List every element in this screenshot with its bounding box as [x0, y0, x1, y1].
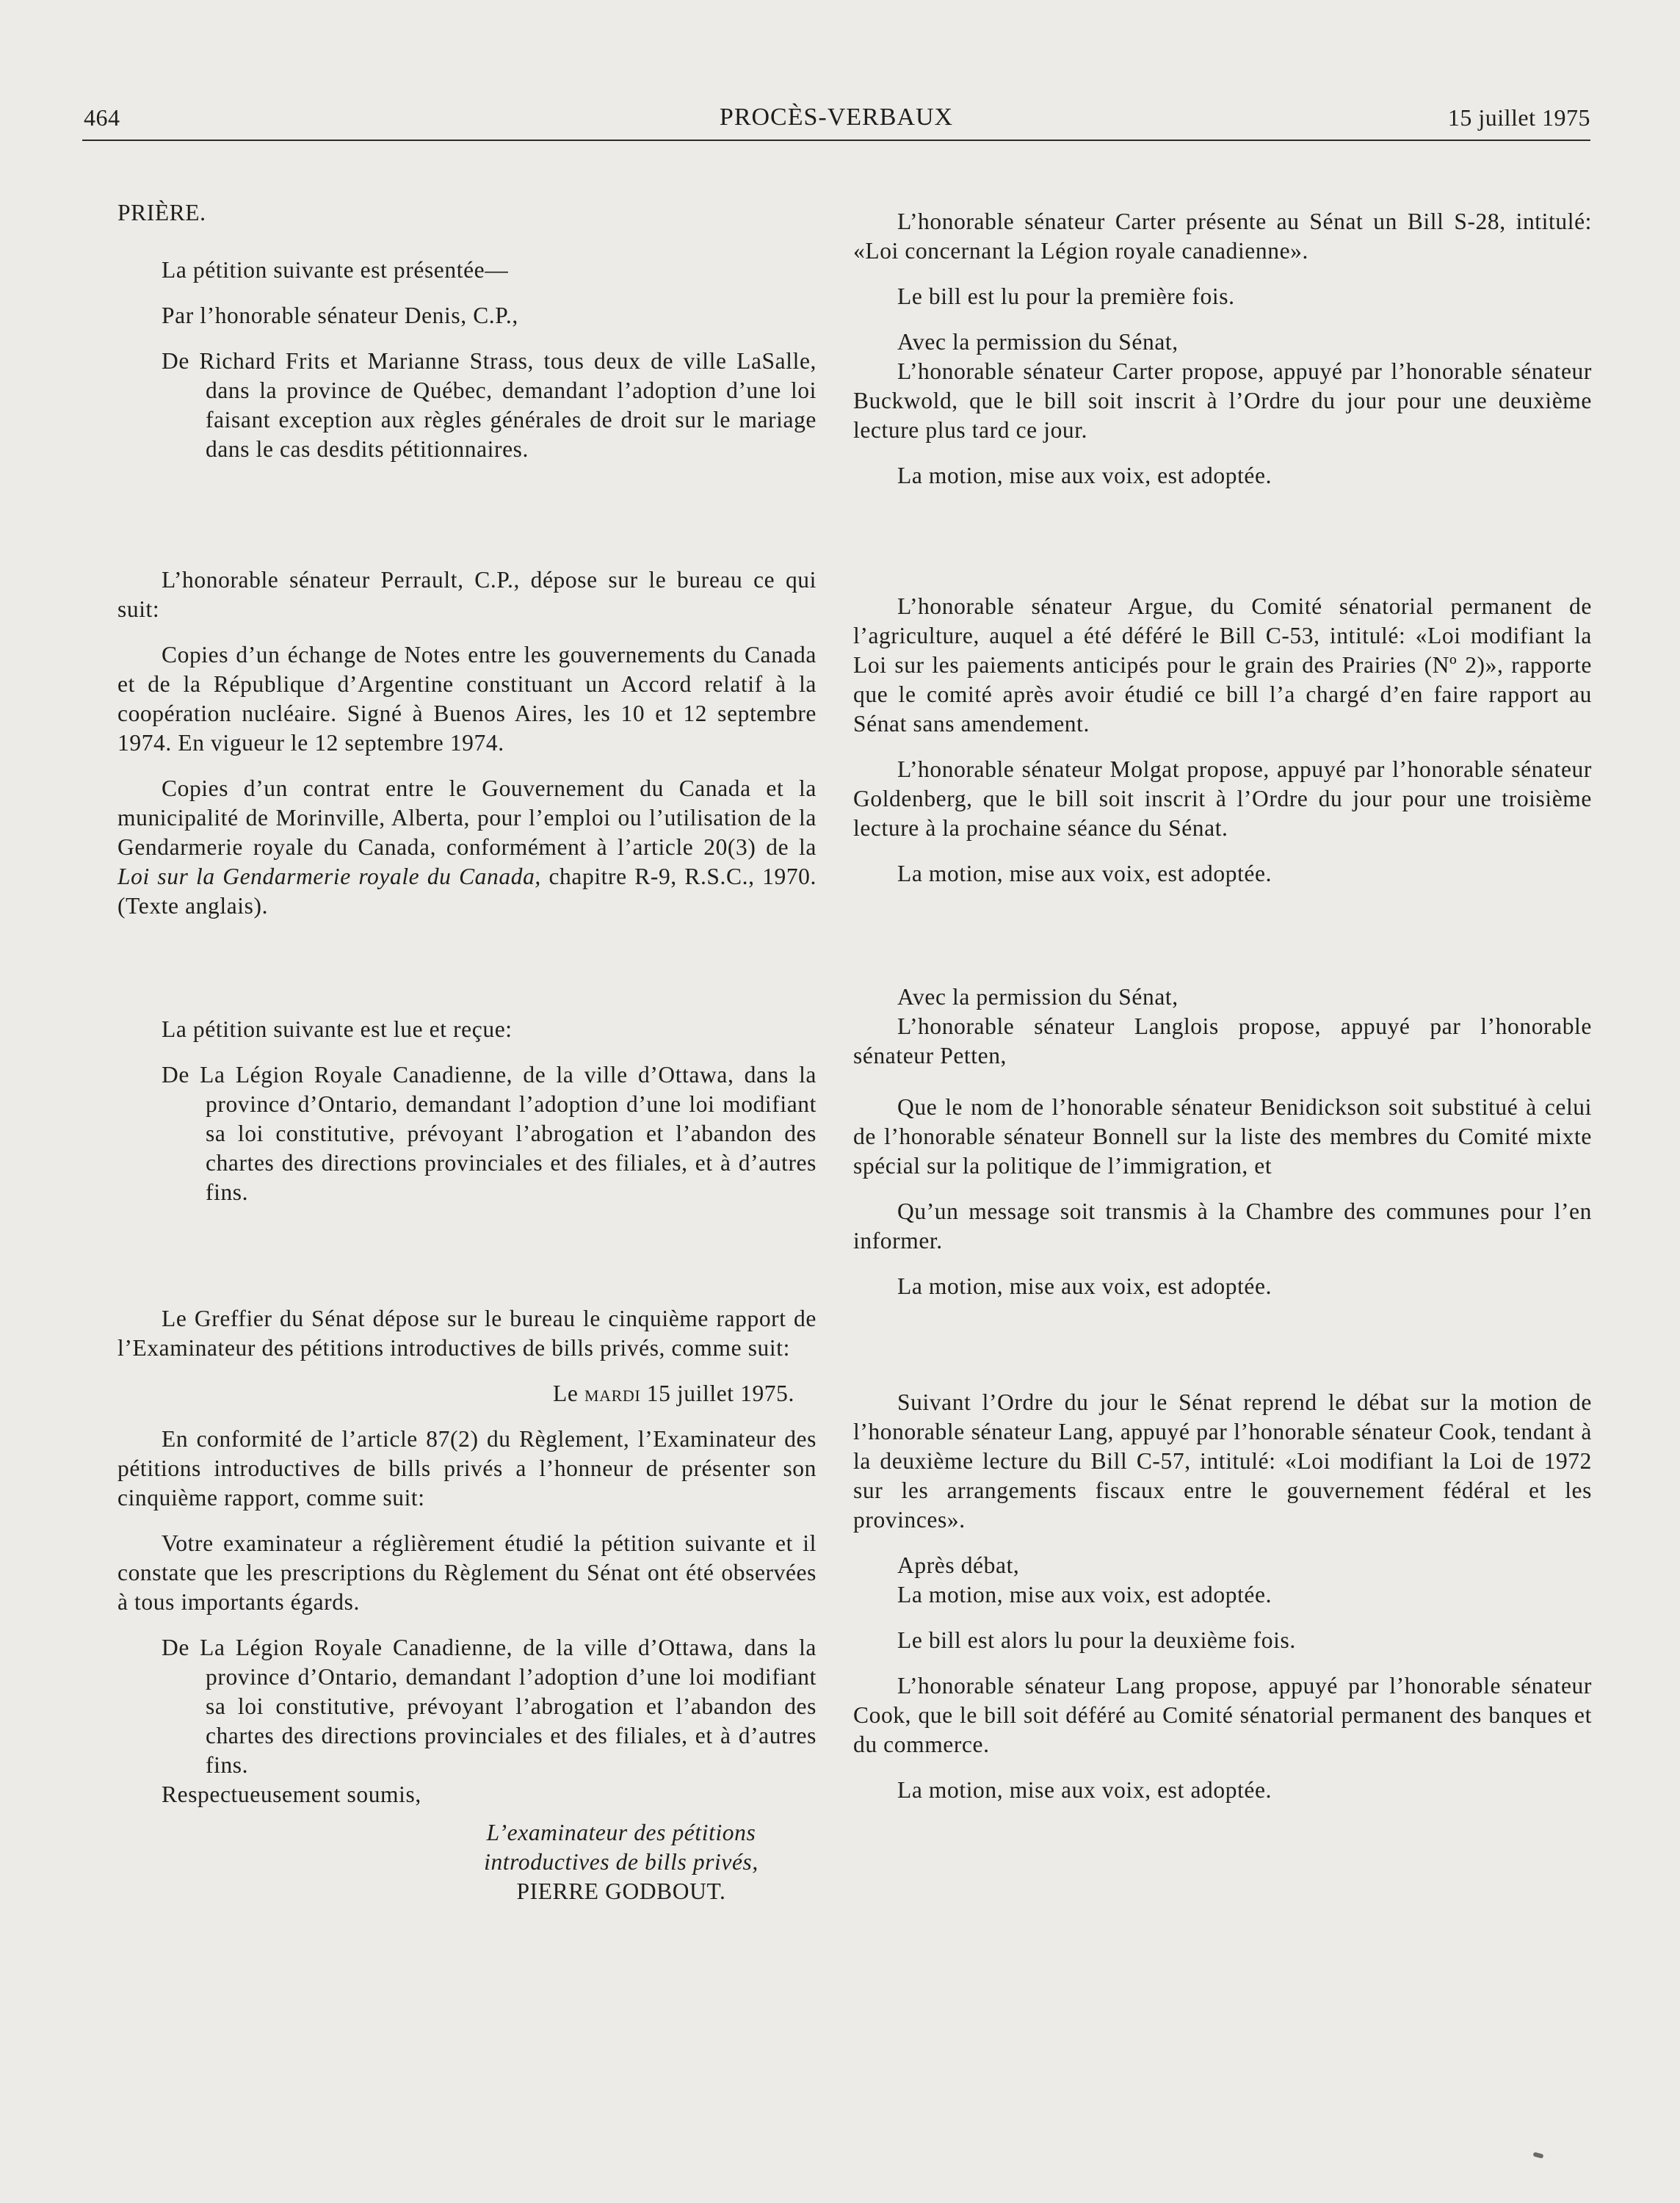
report-date	[117, 1379, 817, 1408]
carter-motion: L’honorable sénateur Carter propose, appuyé par l’honorable sénateur Buckwold, que le bill soit inscrit à l’Ordre du jour pour une deuxième lecture plus tard ce jour.	[853, 358, 1592, 443]
petition-read-intro: La pétition suivante est lue et reçue:	[162, 1016, 513, 1042]
header-rule	[82, 140, 1590, 141]
petition-legion-1: De La Légion Royale Canadienne, de la ville d’Ottawa, dans la province d’Ontario, demandant l’adoption d’une loi modifiant sa loi constitutive, prévoyant l’abrogation et l’abandon des chartes des directions provinciales et des filiales, et à d’autres fins.	[162, 1062, 817, 1205]
debate-resumed: Suivant l’Ordre du jour le Sénat reprend le débat sur la motion de l’honorable sénateur Lang, appuyé par l’honorable sénateur Cook, tendant à la deuxième lecture du Bill C-57, intitulé: «Loi modifiant la Loi de 1972 sur les arrangements fiscaux entre le gouvernement fédéral et les provinces».	[853, 1389, 1592, 1533]
molgat-motion: L’honorable sénateur Molgat propose, appuyé par l’honorable sénateur Goldenberg, que le bill soit inscrit à l’Ordre du jour pour une troisième lecture à la prochaine séance du Sénat.	[853, 756, 1592, 841]
motion-adopted-5: La motion, mise aux voix, est adoptée.	[897, 1777, 1272, 1803]
argue-report: L’honorable sénateur Argue, du Comité sénatorial permanent de l’agriculture, auquel a été déféré le Bill C-53, intitulé: «Loi modifiant la Loi sur les paiements anticipés pour le grain des Prairies (Nº 2)», rapporte que le comité après avoir étudié ce bill l’a chargé d’en faire rapport au Sénat sans amendement.	[853, 593, 1592, 737]
copies2-text-b: chapitre R-9, R.S.C., 1970. (Texte anglais).	[117, 864, 817, 919]
signature-role-1: L’examinateur des pétitions	[486, 1820, 756, 1845]
message-to-commons: Qu’un message soit transmis à la Chambre des communes pour l’en informer.	[853, 1198, 1592, 1254]
page-speck	[1532, 2152, 1543, 2158]
page-number: 464	[84, 104, 120, 131]
signature-role-2: introductives de bills privés,	[484, 1849, 758, 1875]
copies-notes-argentine: Copies d’un échange de Notes entre les gouvernements du Canada et de la République d’Argentine constituant un Accord relatif à la coopération nucléaire. Signé à Buenos Aires, les 10 et 12 septembre 1974. En vigueur le 12 septembre 1974.	[117, 642, 817, 756]
lang-motion: L’honorable sénateur Lang propose, appuyé par l’honorable sénateur Cook, que le bill soit déféré au Comité sénatorial permanent des banques et du commerce.	[853, 1673, 1592, 1757]
leave-of-senate-2: Avec la permission du Sénat,	[897, 984, 1178, 1010]
copies2-text-a: Copies d’un contrat entre le Gouvernement du Canada et la municipalité de Morinville, Alberta, pour l’emploi ou l’utilisation de la Gendarmerie royale du Canada, conformément à l’article 20(3) de la	[117, 775, 817, 860]
copies2-law-title: Loi sur la Gendarmerie royale du Canada,	[117, 864, 541, 889]
conformite-paragraph: En conformité de l’article 87(2) du Règlement, l’Examinateur des pétitions introductives de bills privés a l’honneur de présenter son cinquième rapport, comme suit:	[117, 1426, 817, 1511]
leave-of-senate-1: Avec la permission du Sénat,	[897, 329, 1178, 355]
right-column	[853, 198, 1592, 1805]
petition-intro: La pétition suivante est présentée—	[162, 257, 509, 283]
motion-adopted-3: La motion, mise aux voix, est adoptée.	[897, 1273, 1272, 1299]
signature-name: PIERRE GODBOUT.	[516, 1878, 726, 1904]
signature-line-2	[426, 1848, 817, 1877]
running-header	[82, 101, 1590, 142]
left-column	[117, 198, 817, 1906]
by-senator: Par l’honorable sénateur Denis, C.P.,	[162, 303, 518, 328]
motion-adopted-4: La motion, mise aux voix, est adoptée.	[897, 1582, 1272, 1607]
carter-bill-s28: L’honorable sénateur Carter présente au Sénat un Bill S-28, intitulé: «Loi concernant la Légion royale canadienne».	[853, 209, 1592, 264]
section-heading-priere: PRIÈRE.	[117, 200, 206, 225]
respectfully-submitted: Respectueusement soumis,	[162, 1781, 421, 1807]
report-date-day: mardi	[584, 1381, 641, 1406]
petition-frits-strass: De Richard Frits et Marianne Strass, tous deux de ville LaSalle, dans la province de Québec, demandant l’adoption d’une loi faisant exception aux règles générales de droit sur le mariage dans le cas desdits pétitionnaires.	[162, 348, 817, 462]
header-date: 15 juillet 1975	[1447, 104, 1590, 131]
motion-adopted-1: La motion, mise aux voix, est adoptée.	[897, 463, 1272, 488]
copies-contract-morinville	[117, 774, 817, 921]
motion-adopted-2: La motion, mise aux voix, est adoptée.	[897, 861, 1272, 886]
header-title: PROCÈS-VERBAUX	[719, 104, 954, 131]
langlois-motion: L’honorable sénateur Langlois propose, appuyé par l’honorable sénateur Petten,	[853, 1013, 1592, 1068]
second-reading: Le bill est alors lu pour la deuxième fois.	[897, 1627, 1296, 1653]
report-date-rest: 15 juillet 1975.	[640, 1381, 794, 1406]
first-reading: Le bill est lu pour la première fois.	[897, 283, 1235, 309]
signature-line-1	[426, 1818, 817, 1848]
greffier-report: Le Greffier du Sénat dépose sur le bureau le cinquième rapport de l’Examinateur des pétitions introductives de bills privés, comme suit:	[117, 1306, 817, 1361]
petition-legion-2: De La Légion Royale Canadienne, de la ville d’Ottawa, dans la province d’Ontario, demandant l’adoption d’une loi modifiant sa loi constitutive, prévoyant l’abrogation et l’abandon des chartes des directions provinciales et des filiales, et à d’autres fins.	[162, 1635, 817, 1778]
benidickson-substitution: Que le nom de l’honorable sénateur Benidickson soit substitué à celui de l’honorable sénateur Bonnell sur la liste des membres du Comité mixte spécial sur la politique de l’immigration, et	[853, 1094, 1592, 1179]
report-date-le: Le	[553, 1381, 584, 1406]
after-debate: Après débat,	[897, 1552, 1020, 1578]
examiner-paragraph: Votre examinateur a réglièrement étudié la pétition suivante et il constate que les prescriptions du Règlement du Sénat ont été observées à tous importants égards.	[117, 1530, 817, 1615]
perrault-tabling: L’honorable sénateur Perrault, C.P., dépose sur le bureau ce qui suit:	[117, 567, 817, 622]
